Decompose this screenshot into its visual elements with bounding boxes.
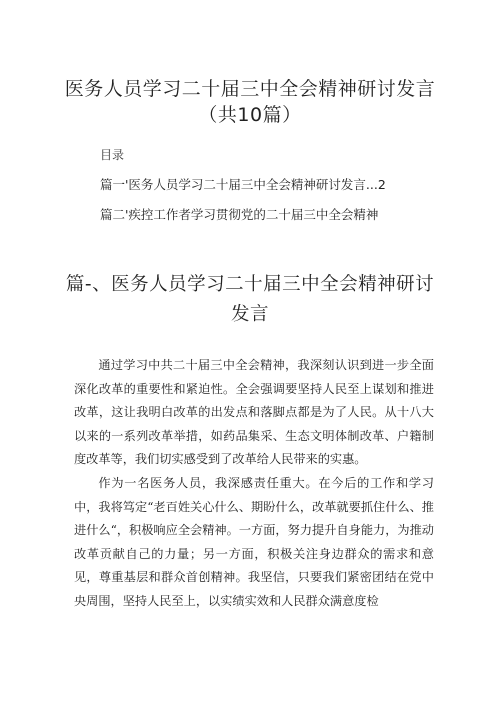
section-title: 篇-、医务人员学习二十届三中全会精神研讨发言 bbox=[65, 274, 435, 325]
toc-item-2[interactable]: 篇二'疾控工作者学习贯彻党的二十届三中全会精神 bbox=[100, 207, 379, 222]
paragraph-2: 作为一名医务人员，我深感责任重大。在今后的工作和学习中，我将笃定“老百姓关心什么、期盼什么，改革就要抓住什么、推进什么“，积极响应全会精神。一方面，努力提升自身能力，为推动改革贡献自己的力量；另一方面，积极关注身边群众的需求和意见，尊重基层和群众首创精神。我坚信，只要我们紧密团结在党中央周围，坚持人民至上，以实绩实效和人民群众满意度检 bbox=[74, 475, 434, 608]
body-text bbox=[74, 354, 434, 614]
toc-heading: 目录 bbox=[100, 148, 125, 162]
toc-item-1[interactable]: 篇一'医务人员学习二十届三中全会精神研讨发言...2 bbox=[100, 177, 386, 192]
document-title: 医务人员学习二十届三中全会精神研讨发言（共10篇） bbox=[64, 78, 436, 126]
table-of-contents bbox=[100, 146, 420, 237]
paragraph-1: 通过学习中共二十届三中全会精神，我深刻认识到进一步全面深化改革的重要性和紧迫性。全会强调要坚持人民至上谋划和推进改革，这让我明白改革的出发点和落脚点都是为了人民。从十八大以来的一系列改革举措，如药品集采、生态文明体制改革、户籍制度改革等，我们切实感受到了改革给人民带来的实惠。 bbox=[74, 358, 434, 467]
